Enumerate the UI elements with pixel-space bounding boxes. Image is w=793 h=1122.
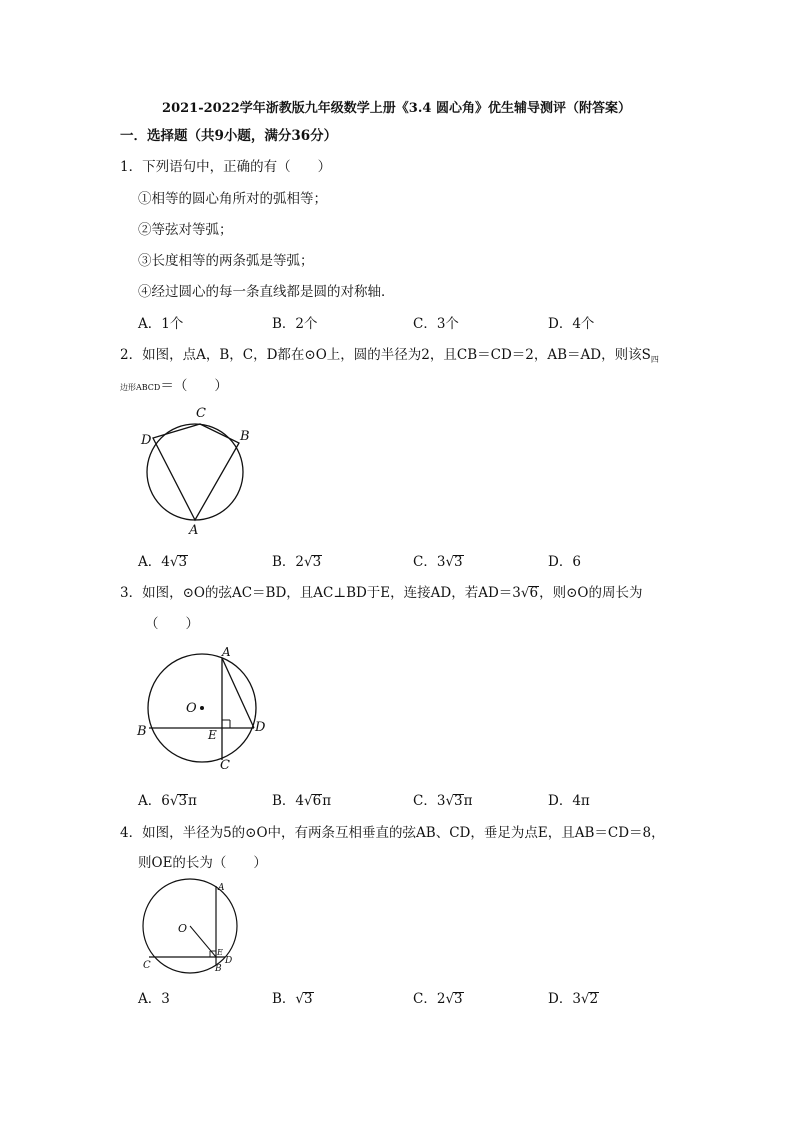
q2-option-c-radicand: 3 <box>454 554 463 570</box>
q1-stem: 1．下列语句中，正确的有（ ） <box>120 159 332 175</box>
q1-item-4: ④经过圆心的每一条直线都是圆的对称轴． <box>138 284 395 300</box>
q3-stem-radicand: 6 <box>529 585 539 601</box>
q2-option-b-radicand: 3 <box>312 554 322 570</box>
sqrt-symbol: √ <box>169 554 179 570</box>
q4-option-d <box>548 987 599 1007</box>
q3-option-a-coef: 6 <box>161 793 170 809</box>
q2-option-c-letter: C． <box>413 554 437 570</box>
q4-option-c-letter: C． <box>413 991 437 1007</box>
q1-item-1: ①相等的圆心角所对的弧相等； <box>138 191 327 207</box>
sqrt-symbol: √ <box>445 554 455 570</box>
q3-option-d-value: 4π <box>572 793 590 809</box>
q4-figure <box>138 877 248 977</box>
sqrt-symbol: √ <box>304 793 313 809</box>
q3-option-a-letter: A． <box>138 793 162 809</box>
q3-option-c-letter: C． <box>413 793 437 809</box>
sqrt-symbol: √ <box>520 585 530 601</box>
sqrt-symbol: √ <box>169 793 179 809</box>
q2-line2 <box>120 374 228 394</box>
q3-stem-tail: ，则⊙O的周长为 <box>539 585 643 601</box>
section-heading: 一．选择题（共9小题，满分36分） <box>120 128 338 144</box>
q2-label-c: C <box>196 406 206 421</box>
q4-option-a <box>138 987 170 1007</box>
q3-label-c: C <box>220 758 230 773</box>
q2-option-a-letter: A． <box>138 554 162 570</box>
q3-option-c-pi: π <box>463 793 473 809</box>
q2-line2-text: ＝（ ） <box>160 378 228 394</box>
q3-option-b-letter: B． <box>272 793 296 809</box>
q3-option-c <box>413 789 473 809</box>
q2-option-b-coef: 2 <box>295 554 305 570</box>
q4-option-d-letter: D． <box>548 991 573 1007</box>
q3-option-a-pi: π <box>188 793 197 809</box>
sqrt-symbol: √ <box>445 991 455 1007</box>
sqrt-symbol: √ <box>580 991 590 1007</box>
sqrt-symbol: √ <box>295 991 305 1007</box>
q3-option-d <box>548 789 590 809</box>
q1-item-3: ③长度相等的两条弧是等弧； <box>138 253 314 269</box>
q2-stem <box>120 343 659 365</box>
q3-option-c-radicand: 3 <box>454 793 463 809</box>
q3-label-b: B <box>137 724 147 739</box>
q4-option-d-radicand: 2 <box>589 991 599 1007</box>
q3-option-a-radicand: 3 <box>178 793 188 809</box>
q3-option-b-radicand: 6 <box>312 793 322 809</box>
q2-label-d: D <box>141 433 152 448</box>
q4-segment-oe <box>190 926 216 957</box>
q1-option-b: B．2个 <box>272 316 318 332</box>
q1-option-c: C．3个 <box>413 316 459 332</box>
q2-option-a <box>138 550 188 570</box>
q4-option-d-coef: 3 <box>572 991 581 1007</box>
q3-option-b-coef: 4 <box>295 793 305 809</box>
q2-option-d-letter: D． <box>548 554 573 570</box>
q3-stem-text: 3．如图，⊙O的弦AC＝BD，且AC⊥BD于E，连接AD，若AD＝3 <box>120 585 521 601</box>
q2-option-a-radicand: 3 <box>178 554 188 570</box>
q2-quadrilateral <box>153 424 239 520</box>
q4-option-c-coef: 2 <box>436 991 446 1007</box>
q4-option-a-value: 3 <box>161 991 170 1007</box>
q2-figure <box>138 402 256 537</box>
q4-label-b: B <box>215 964 222 974</box>
q2-option-c-coef: 3 <box>436 554 446 570</box>
sqrt-symbol: √ <box>445 793 455 809</box>
q3-option-d-letter: D． <box>548 793 573 809</box>
q4-label-c: C <box>143 960 151 971</box>
q2-option-d <box>548 550 581 570</box>
q3-option-c-coef: 3 <box>436 793 446 809</box>
q2-label-a: A <box>189 523 199 537</box>
q1-option-a: A．1个 <box>138 316 184 332</box>
q2-option-b <box>272 550 322 570</box>
q3-label-d: D <box>255 720 266 735</box>
q4-label-d: D <box>225 956 233 966</box>
q3-option-b <box>272 789 331 809</box>
q2-option-c <box>413 550 464 570</box>
q4-label-e: E <box>217 948 223 957</box>
q4-option-c-radicand: 3 <box>454 991 463 1007</box>
q3-label-o: O <box>186 701 197 716</box>
q3-figure <box>134 640 274 775</box>
q4-stem: 4．如图，半径为5的⊙O中，有两条互相垂直的弦AB、CD，垂足为点E，且AB＝CD＝8， <box>120 825 665 841</box>
q4-line2: 则OE的长为（ ） <box>138 855 267 871</box>
q4-option-b-letter: B． <box>272 991 296 1007</box>
q3-line2: （ ） <box>145 616 199 632</box>
q2-option-b-letter: B． <box>272 554 296 570</box>
q4-option-b-radicand: 3 <box>304 991 313 1007</box>
document-title: 2021-2022学年浙教版九年级数学上册《3.4 圆心角》优生辅导测评（附答案） <box>162 101 631 116</box>
q4-label-a: A <box>218 883 225 893</box>
q3-label-e: E <box>208 728 217 742</box>
q3-option-b-pi: π <box>322 793 332 809</box>
q2-line2-sub: 边形ABCD <box>120 383 161 392</box>
q4-option-c <box>413 987 464 1007</box>
q4-option-b <box>272 987 314 1007</box>
q3-option-a <box>138 789 197 809</box>
q3-center-dot <box>200 706 204 710</box>
q1-item-2: ②等弦对等弧； <box>138 222 233 238</box>
q2-label-b: B <box>240 429 250 444</box>
q4-label-o: O <box>178 922 188 935</box>
q1-option-d: D．4个 <box>548 316 595 332</box>
q3-stem <box>120 581 643 601</box>
q2-option-d-value: 6 <box>572 554 581 570</box>
q2-stem-sub: 四 <box>650 355 659 364</box>
q3-label-a: A <box>222 645 231 659</box>
sqrt-symbol: √ <box>304 554 313 570</box>
q2-option-a-coef: 4 <box>161 554 170 570</box>
q4-option-a-letter: A． <box>138 991 162 1007</box>
q2-stem-text: 2．如图，点A，B，C，D都在⊙O上，圆的半径为2，且CB＝CD＝2，AB＝AD，则该S <box>120 347 651 363</box>
